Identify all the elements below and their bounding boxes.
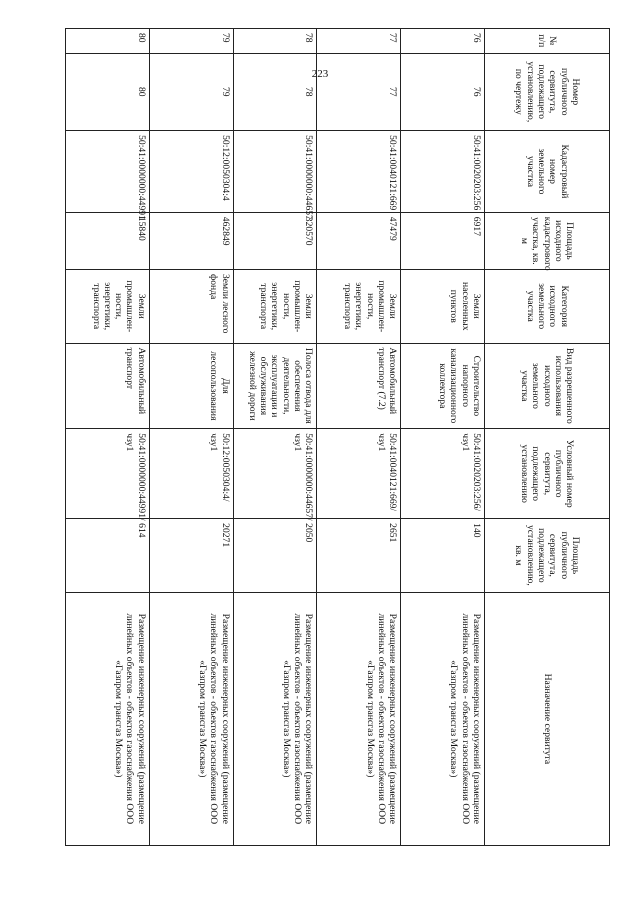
rotated-table-container (65, 28, 610, 846)
cell-category: Земли промышлен-ности, энергетики, транспорта (233, 269, 317, 343)
cell-cond-num: 50:41:0000000:44991/чзу1 (66, 429, 150, 519)
cell-purpose: Размещение инженерных сооружений (размещение линейных объектов - объектов газоснабжения ООО «Газпром трансгаз Москва») (401, 592, 485, 845)
cell-use-type: Полоса отвода для обеспечения деятельности, эксплуатации и обслуживания железной дороги (233, 343, 317, 429)
cell-num: 77 (317, 29, 401, 54)
cell-cadastral: 50:12:0050304:4 (149, 131, 233, 213)
table-row (401, 29, 485, 846)
cell-purpose: Размещение инженерных сооружений (размещение линейных объектов - объектов газоснабжения ООО «Газпром трансгаз Москва») (233, 592, 317, 845)
cell-serv-area: 2050 (233, 519, 317, 593)
cell-servitude-num: 78 (233, 53, 317, 131)
cell-cadastral: 50:41:0000000:44991 (66, 131, 150, 213)
cell-num: 76 (401, 29, 485, 54)
cell-cond-num: 50:41:0040121:669/чзу1 (317, 429, 401, 519)
header-num: № п/п (485, 29, 610, 54)
cell-servitude-num: 80 (66, 53, 150, 131)
cell-use-type: Автомобильный транспорт (66, 343, 150, 429)
cell-cadastral: 50:41:0040121:669 (317, 131, 401, 213)
cell-servitude-num: 79 (149, 53, 233, 131)
cell-area: 320570 (233, 212, 317, 269)
cell-servitude-num: 76 (401, 53, 485, 131)
cell-serv-area: 20271 (149, 519, 233, 593)
table-row (66, 29, 150, 846)
cell-category: Земли населенных пунктов (401, 269, 485, 343)
cell-serv-area: 2651 (317, 519, 401, 593)
table-header-row (485, 29, 610, 846)
cell-category: Земли лесного фонда (149, 269, 233, 343)
page-number: 223 (311, 68, 329, 80)
cell-serv-area: 614 (66, 519, 150, 593)
cell-purpose: Размещение инженерных сооружений (размещение линейных объектов - объектов газоснабжения ООО «Газпром трансгаз Москва») (66, 592, 150, 845)
cell-cadastral: 50:41:0000000:44657 (233, 131, 317, 213)
table-row (149, 29, 233, 846)
cell-area: 462849 (149, 212, 233, 269)
cell-area: 15840 (66, 212, 150, 269)
cell-purpose: Размещение инженерных сооружений (размещение линейных объектов - объектов газоснабжения ООО «Газпром трансгаз Москва») (149, 592, 233, 845)
cell-num: 80 (66, 29, 150, 54)
cell-area: 6917 (401, 212, 485, 269)
cell-use-type: Строительство напорного канализационного коллектора (401, 343, 485, 429)
header-cond-num: Условный номер публичного сервитута, подлежащего установлению (485, 429, 610, 519)
cell-area: 47479 (317, 212, 401, 269)
cell-cadastral: 50:41:0020203:256 (401, 131, 485, 213)
header-category: Категория исходного земельного участка (485, 269, 610, 343)
header-use-type: Вид разрешенного использования исходного земельного участка (485, 343, 610, 429)
table-row (317, 29, 401, 846)
cell-category: Земли промышлен-ности, энергетики, транспорта (66, 269, 150, 343)
table-wrapper (65, 28, 610, 846)
cell-servitude-num: 77 (317, 53, 401, 131)
cell-category: Земли промышлен-ности, энергетики, транспорта (317, 269, 401, 343)
table-row (233, 29, 317, 846)
cell-cond-num: 50:41:0000000:44657/чзу1 (233, 429, 317, 519)
cell-num: 78 (233, 29, 317, 54)
header-purpose: Назначение сервитута (485, 592, 610, 845)
servitude-table (65, 28, 610, 846)
cell-purpose: Размещение инженерных сооружений (размещение линейных объектов - объектов газоснабжения ООО «Газпром трансгаз Москва») (317, 592, 401, 845)
cell-cond-num: 50:41:0020203:256/чзу1 (401, 429, 485, 519)
header-serv-area: Площадь публичного сервитута, подлежащего установлению, кв. м (485, 519, 610, 593)
header-servitude-num: Номер публичного сервитута, подлежащего установлению, по чертежу (485, 53, 610, 131)
header-area: Площадь исходного кадастрового участка, кв. м (485, 212, 610, 269)
cell-serv-area: 140 (401, 519, 485, 593)
header-cadastral: Кадастровый номер земельного участка (485, 131, 610, 213)
cell-use-type: Автомобильный транспорт (7.2) (317, 343, 401, 429)
cell-num: 79 (149, 29, 233, 54)
cell-cond-num: 50:12:0050304:4/чзу1 (149, 429, 233, 519)
cell-use-type: Для лесопользования (149, 343, 233, 429)
